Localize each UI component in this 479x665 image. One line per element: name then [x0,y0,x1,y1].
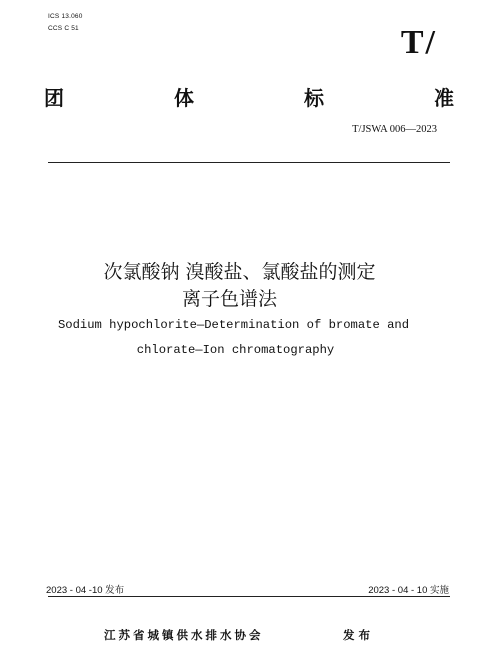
implementation-date: 2023 - 04 - 10 实施 [368,585,449,596]
title-en-line2: chlorate—Ion chromatography [136,343,335,357]
issue-action: 发布 [343,628,374,642]
ccs-code: CCS C 51 [48,25,79,32]
footer-divider [48,596,450,597]
standard-type-char: 标 [304,86,324,110]
standard-type-char: 体 [174,86,194,110]
title-en-line1: Sodium hypochlorite—Determination of bromate and [57,318,410,332]
standard-code: T/JSWA 006—2023 [352,124,437,135]
title-cn-line1: 次氯酸钠 溴酸盐、氯酸盐的测定 [103,261,376,283]
title-cn-line2: 离子色谱法 [181,288,277,310]
ics-code: ICS 13.060 [48,13,83,20]
issue-date: 2023 - 04 -10 发布 [46,585,125,596]
header-divider [48,162,450,163]
standard-type-char: 团 [44,86,64,110]
issuer-name: 江苏省城镇供水排水协会 [104,628,264,642]
standard-logo: T/ [400,24,437,61]
standard-type-heading [44,82,454,111]
standard-type-char: 准 [434,86,454,110]
